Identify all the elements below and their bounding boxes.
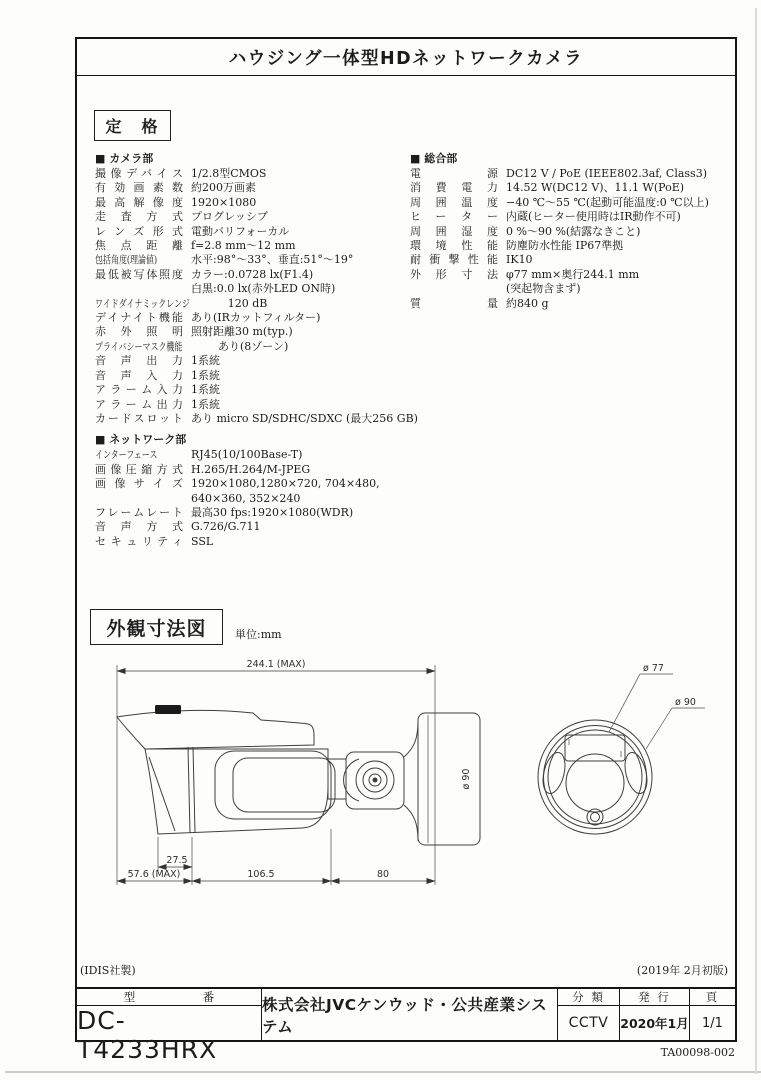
category-header: 分 類: [558, 989, 619, 1006]
page-column: [690, 989, 735, 1040]
spec-label: 画像サイズ: [95, 477, 183, 491]
camera-group-heading: ■ カメラ部: [95, 152, 154, 165]
model-header: 型 番: [77, 989, 261, 1006]
ratings-section-heading: [94, 110, 171, 141]
spec-row: [410, 210, 735, 224]
spec-value: 防塵防水性能 IP67準拠: [506, 239, 624, 253]
dim-hood-front: 57.6 (MAX): [127, 869, 181, 880]
spec-label: 消費電力: [410, 181, 498, 195]
spec-label: フレームレート: [95, 505, 183, 519]
spec-column-right: [410, 151, 735, 311]
spec-row: [95, 325, 411, 339]
spec-label: ヒーター: [410, 210, 498, 224]
spec-label: 最高解像度: [95, 195, 183, 209]
spec-value: IK10: [506, 253, 533, 267]
spec-row: [95, 340, 411, 354]
spec-value: DC12 V / PoE (IEEE802.3af, Class3): [506, 167, 707, 180]
spec-row: [95, 225, 411, 239]
spec-value: 1系統: [191, 383, 220, 397]
spec-label: プライバシーマスク機能: [95, 340, 183, 353]
spec-row: [410, 167, 735, 181]
dim-front-inner-diameter: ø 77: [643, 663, 664, 674]
spec-label: 外形寸法: [410, 267, 498, 281]
spec-label: デイナイト機能: [95, 311, 183, 325]
spec-value: 最高30 fps:1920×1080(WDR): [191, 505, 354, 519]
general-spec-group: [410, 151, 735, 311]
model-column: [77, 989, 262, 1064]
spec-label: 赤外照明: [95, 325, 183, 339]
spec-label: 環境性能: [410, 239, 498, 253]
spec-value: H.265/H.264/M-JPEG: [191, 462, 311, 476]
spec-row: [95, 506, 411, 520]
category-column: [558, 989, 620, 1040]
spec-value: カラー:0.0728 lx(F1.4): [191, 267, 314, 281]
general-spec-rows: [410, 167, 735, 311]
spec-value: f=2.8 mm〜12 mm: [191, 239, 296, 253]
spec-value: 0 %〜90 %(結露なきこと): [506, 224, 641, 238]
page-title: ハウジング一体型HDネットワークカメラ: [77, 39, 735, 76]
spec-row: [95, 383, 411, 397]
general-group-heading: ■ 総合部: [410, 152, 458, 165]
spec-row: [95, 239, 411, 253]
edition-note: (2019年 2月初版): [636, 964, 728, 977]
spec-value: G.726/G.711: [191, 520, 261, 534]
spec-row: [95, 492, 411, 506]
dim-mount: 80: [376, 869, 390, 880]
spec-value: 14.52 W(DC12 V)、11.1 W(PoE): [506, 181, 685, 195]
spec-row: [95, 210, 411, 224]
spec-label: 周囲温度: [410, 195, 498, 209]
network-group-heading: ■ ネットワーク部: [95, 433, 187, 447]
spec-value: プログレッシブ: [191, 210, 268, 224]
spec-row: [95, 268, 411, 282]
dimensions-section-heading: [90, 609, 223, 645]
spec-value: あり micro SD/SDHC/SDXC (最大256 GB): [191, 411, 418, 425]
spec-value: 640×360, 352×240: [191, 491, 301, 505]
spec-row: [410, 253, 735, 267]
spec-label: ワイドダイナミックレンジ: [95, 297, 190, 310]
page-value: 1/1: [702, 1015, 723, 1031]
spec-label: 質量: [410, 296, 498, 310]
spec-row: [95, 167, 411, 181]
spec-label: 音声方式: [95, 520, 183, 534]
company-name: 株式会社JVCケンウッド・公共産業システム: [262, 995, 548, 1036]
spec-label: レンズ形式: [95, 224, 183, 238]
issue-value: 2020年1月: [620, 1016, 689, 1031]
spec-label: 最低被写体照度: [95, 267, 183, 281]
spec-row: [95, 448, 411, 462]
spec-row: [410, 239, 735, 253]
page-header: 頁: [690, 989, 735, 1006]
model-number: DC-T4233HRX: [77, 1006, 218, 1064]
spec-row: [95, 297, 411, 311]
issue-header: 発 行: [620, 989, 689, 1006]
spec-label: インターフェース: [95, 449, 158, 462]
spec-label: 周囲湿度: [410, 224, 498, 238]
spec-value: 約200万画素: [191, 181, 256, 195]
spec-label: カードスロット: [95, 411, 183, 425]
spec-label: 音声出力: [95, 354, 183, 368]
spec-label: 画像圧縮方式: [95, 462, 183, 476]
spec-value: −40 ℃〜55 ℃(起動可能温度:0 ℃以上): [506, 195, 709, 209]
spec-column-left: [95, 151, 418, 549]
scan-edge-right: [755, 8, 757, 1074]
dim-front-outer-diameter: ø 90: [675, 697, 696, 708]
spec-label: [95, 282, 183, 296]
spec-row: [95, 311, 411, 325]
spec-row: [95, 354, 411, 368]
dim-hood-inner: 27.5: [166, 855, 188, 866]
spec-row: [410, 268, 735, 282]
network-spec-group: [95, 432, 411, 549]
spec-value: φ77 mm×奥行244.1 mm: [506, 267, 640, 281]
spec-label: 焦点距離: [95, 239, 183, 253]
spec-row: [95, 411, 418, 426]
spec-value: 照射距離30 m(typ.): [191, 325, 293, 339]
company-column: [262, 989, 558, 1040]
spec-label: セキュリティ: [95, 534, 183, 548]
spec-label: 包括角度(理論値): [95, 254, 158, 267]
dim-body: 106.5: [247, 869, 275, 880]
spec-row: [95, 477, 411, 491]
spec-label: アラーム出力: [95, 397, 183, 411]
dim-overall-depth: 244.1 (MAX): [246, 659, 306, 670]
spec-row: [95, 520, 411, 534]
dimension-drawing: [97, 657, 742, 912]
spec-value: 1920×1080,1280×720, 704×480,: [191, 477, 380, 491]
network-spec-rows: [95, 448, 411, 549]
spec-value: 白黒:0.0 lx(赤外LED ON時): [191, 282, 336, 296]
spec-value: RJ45(10/100Base-T): [191, 448, 303, 462]
issue-column: [620, 989, 690, 1040]
category-value: CCTV: [568, 1015, 609, 1031]
spec-row: [95, 369, 411, 383]
spec-value: あり(IRカットフィルター): [191, 311, 321, 325]
spec-row: [410, 282, 735, 296]
spec-value: SSL: [191, 534, 214, 548]
spec-label: [95, 492, 183, 506]
maker-note: (IDIS社製): [80, 964, 136, 977]
camera-spec-group: [95, 151, 418, 426]
spec-row: [410, 181, 735, 195]
dimensions-heading-label: 外観寸法図: [106, 617, 207, 640]
spec-label: 電源: [410, 167, 498, 180]
dimension-unit-label: 単位:mm: [235, 628, 282, 641]
spec-label: 走査方式: [95, 210, 183, 224]
ratings-heading-label: 定 格: [105, 117, 160, 136]
spec-row: [95, 282, 411, 296]
spec-label: [410, 282, 498, 296]
spec-value: 1系統: [191, 354, 220, 368]
spec-row: [410, 225, 735, 239]
spec-value: 1系統: [191, 397, 220, 411]
spec-value: 約840 g: [506, 296, 549, 310]
spec-value: 電動バリフォーカル: [191, 224, 290, 238]
scan-edge-bottom: [5, 1071, 761, 1073]
spec-label: アラーム入力: [95, 383, 183, 397]
spec-row: [95, 398, 411, 412]
spec-value: (突起物含まず): [506, 282, 581, 296]
spec-value: 1920×1080: [191, 195, 257, 209]
spec-value: 1/2.8型CMOS: [191, 167, 267, 180]
spec-label: 音声入力: [95, 368, 183, 382]
spec-row: [410, 196, 735, 210]
spec-label: 有効画素数: [95, 181, 183, 195]
spec-value: 120 dB: [227, 296, 268, 310]
spec-row: [95, 535, 411, 549]
document-number: TA00098-002: [660, 1046, 735, 1059]
spec-row: [95, 196, 411, 210]
spec-row: [95, 253, 411, 267]
spec-label: 撮像デバイス: [95, 167, 183, 180]
spec-value: あり(8ゾーン): [217, 339, 289, 353]
dim-side-diameter: ø 90: [461, 768, 472, 790]
spec-value: 1系統: [191, 368, 220, 382]
spec-value: 水平:98°〜33°、垂直:51°〜19°: [191, 253, 354, 267]
spec-value: 内蔵(ヒーター使用時はIR動作不可): [506, 210, 681, 224]
camera-spec-rows: [95, 167, 418, 426]
spec-row: [410, 297, 735, 311]
spec-row: [95, 463, 411, 477]
spec-label: 耐衝撃性能: [410, 253, 498, 267]
spec-row: [95, 181, 411, 195]
